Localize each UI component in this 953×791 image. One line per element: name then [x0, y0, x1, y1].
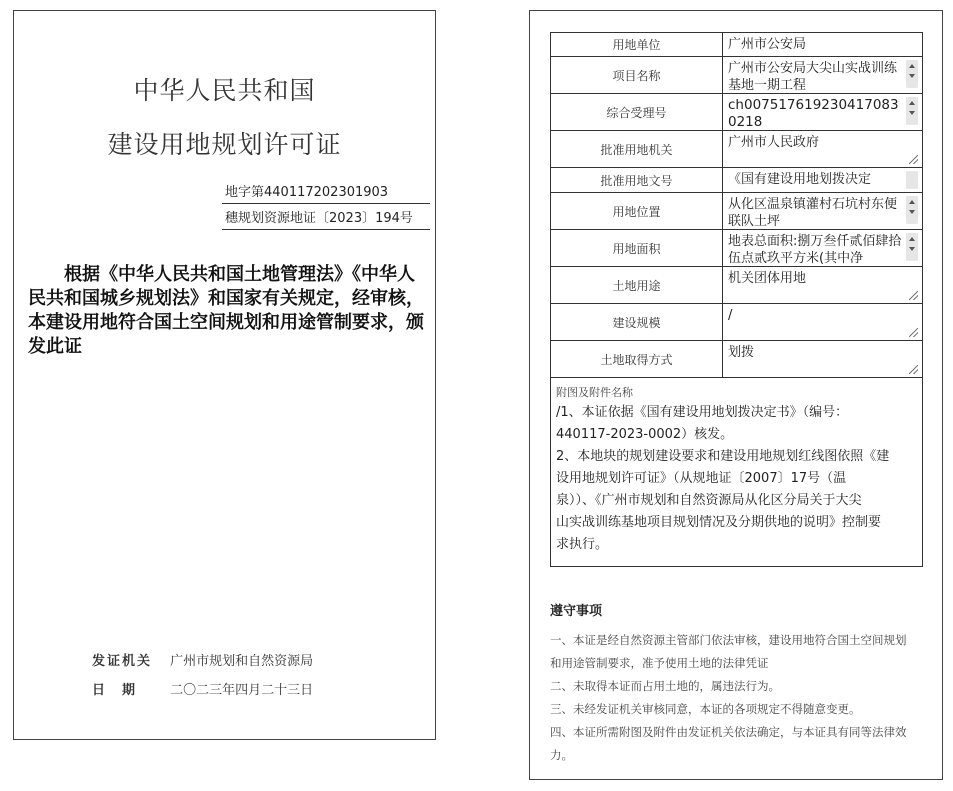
- attachments-label: 附图及附件名称: [556, 386, 633, 399]
- land-location-field[interactable]: [723, 193, 923, 230]
- scroll-spinner-icon[interactable]: [906, 196, 918, 224]
- rules-list: [550, 629, 928, 767]
- field-label: 用地面积: [551, 230, 723, 267]
- table-row: [551, 131, 923, 168]
- land-location-value[interactable]: 从化区温泉镇灌村石坑村东便联队土坪: [728, 196, 898, 229]
- acceptance-number-field[interactable]: [723, 94, 923, 131]
- rules-title: 遵守事项: [550, 604, 603, 619]
- date-value: 二〇二三年四月二十三日: [170, 683, 314, 698]
- land-area-value[interactable]: 地表总面积:捌万叁仟贰佰肆拾伍点贰玖平方米(其中净: [728, 233, 902, 266]
- attachment-line: 440117-2023-0002）核发。: [556, 427, 734, 442]
- field-label: 土地用途: [551, 267, 723, 304]
- approval-authority-field[interactable]: [723, 131, 923, 168]
- table-row: [551, 57, 923, 94]
- rule-line: 三、未经发证机关审核同意，本证的各项规定不得随意变更。: [550, 702, 861, 716]
- rule-line: 二、未取得本证而占用土地的，属违法行为。: [550, 679, 780, 693]
- field-label: 批准用地机关: [551, 131, 723, 168]
- date-row: [92, 679, 313, 698]
- rule-line: 一、本证是经自然资源主管部门依法审核，建设用地符合国土空间规划: [550, 633, 907, 647]
- rule-line: 四、本证所需附图及附件由发证机关依法确定，与本证具有同等法律效: [550, 725, 907, 739]
- field-label: 用地位置: [551, 193, 723, 230]
- land-info-table: [550, 32, 923, 567]
- rule-line: 力。: [550, 748, 573, 762]
- rule-line: 和用途管制要求，准予使用土地的法律凭证: [550, 656, 769, 670]
- issuer-label: 发证机关: [92, 654, 153, 669]
- scroll-spinner-icon[interactable]: [906, 97, 918, 125]
- table-row: [551, 230, 923, 267]
- approval-document-value[interactable]: 《国有建设用地划拨决定: [728, 172, 872, 187]
- scroll-spinner-icon[interactable]: [906, 60, 918, 88]
- field-label: 批准用地文号: [551, 168, 723, 193]
- resize-handle-icon[interactable]: [909, 328, 918, 337]
- attachment-line: 泉））、《广州市规划和自然资源局从化区分局关于大尖: [556, 493, 862, 508]
- project-name-field[interactable]: [723, 57, 923, 94]
- land-area-field[interactable]: [723, 230, 923, 267]
- acceptance-number-value[interactable]: ch0075176192304170830218: [728, 96, 899, 130]
- field-value-land-user: [723, 33, 923, 57]
- attachment-line: 求执行。: [556, 537, 609, 552]
- construction-scale-field[interactable]: [723, 304, 923, 341]
- certificate-title: 建设用地规划许可证: [107, 130, 342, 159]
- issuer-value: 广州市规划和自然资源局: [170, 654, 314, 669]
- attachment-line: /1、本证依据《国有建设用地划拨决定书》（编号：: [556, 405, 849, 420]
- field-label: 综合受理号: [551, 94, 723, 131]
- certificate-panel: [13, 10, 436, 740]
- table-row: [551, 33, 923, 57]
- table-row: [551, 94, 923, 131]
- certificate-number-resource: 穗规划资源地证〔2023〕194号: [222, 204, 430, 230]
- table-row: [551, 193, 923, 230]
- field-label: 建设规模: [551, 304, 723, 341]
- land-use-field[interactable]: [723, 267, 923, 304]
- certificate-title-country: 中华人民共和国: [133, 76, 316, 105]
- scroll-spinner-icon[interactable]: [906, 233, 918, 261]
- resize-handle-icon[interactable]: [909, 291, 918, 300]
- table-row: [551, 267, 923, 304]
- table-row: [551, 378, 923, 567]
- attachment-line: 设用地规划许可证》（从规地证〔2007〕17号（温: [556, 471, 847, 486]
- land-use-value[interactable]: 机关团体用地: [728, 270, 807, 286]
- field-label: 项目名称: [551, 57, 723, 94]
- table-row: [551, 168, 923, 193]
- land-user-value: 广州市公安局: [728, 36, 807, 52]
- certificate-number-land: 地字第440117202301903: [222, 178, 430, 204]
- attachment-line: 2、本地块的规划建设要求和建设用地规划红线图依照《建: [556, 449, 890, 464]
- resize-handle-icon[interactable]: [909, 365, 918, 374]
- field-label: 土地取得方式: [551, 341, 723, 378]
- date-label: 日 期: [92, 683, 138, 698]
- acquisition-method-field[interactable]: [723, 341, 923, 378]
- acquisition-method-value[interactable]: 划拨: [728, 344, 755, 360]
- issuer-row: [92, 650, 313, 669]
- construction-scale-value[interactable]: /: [728, 307, 733, 323]
- attachment-line: 山实战训练基地项目规划情况及分期供地的说明》控制要: [556, 515, 882, 530]
- approval-authority-value[interactable]: 广州市人民政府: [728, 134, 820, 150]
- attachments-cell: [551, 378, 923, 567]
- resize-handle-icon[interactable]: [909, 155, 918, 164]
- project-name-value[interactable]: 广州市公安局大尖山实战训练基地一期工程: [728, 60, 898, 93]
- table-row: [551, 341, 923, 378]
- approval-document-field[interactable]: [723, 168, 923, 193]
- details-panel: [529, 10, 943, 780]
- table-row: [551, 304, 923, 341]
- scroll-spinner-icon[interactable]: [906, 171, 918, 189]
- field-label: 用地单位: [551, 33, 723, 57]
- certificate-body-text: 根据《中华人民共和国土地管理法》《中华人民共和国城乡规划法》和国家有关规定，经审核，本建设用地符合国土空间规划和用途管制要求，颁发此证: [28, 264, 424, 357]
